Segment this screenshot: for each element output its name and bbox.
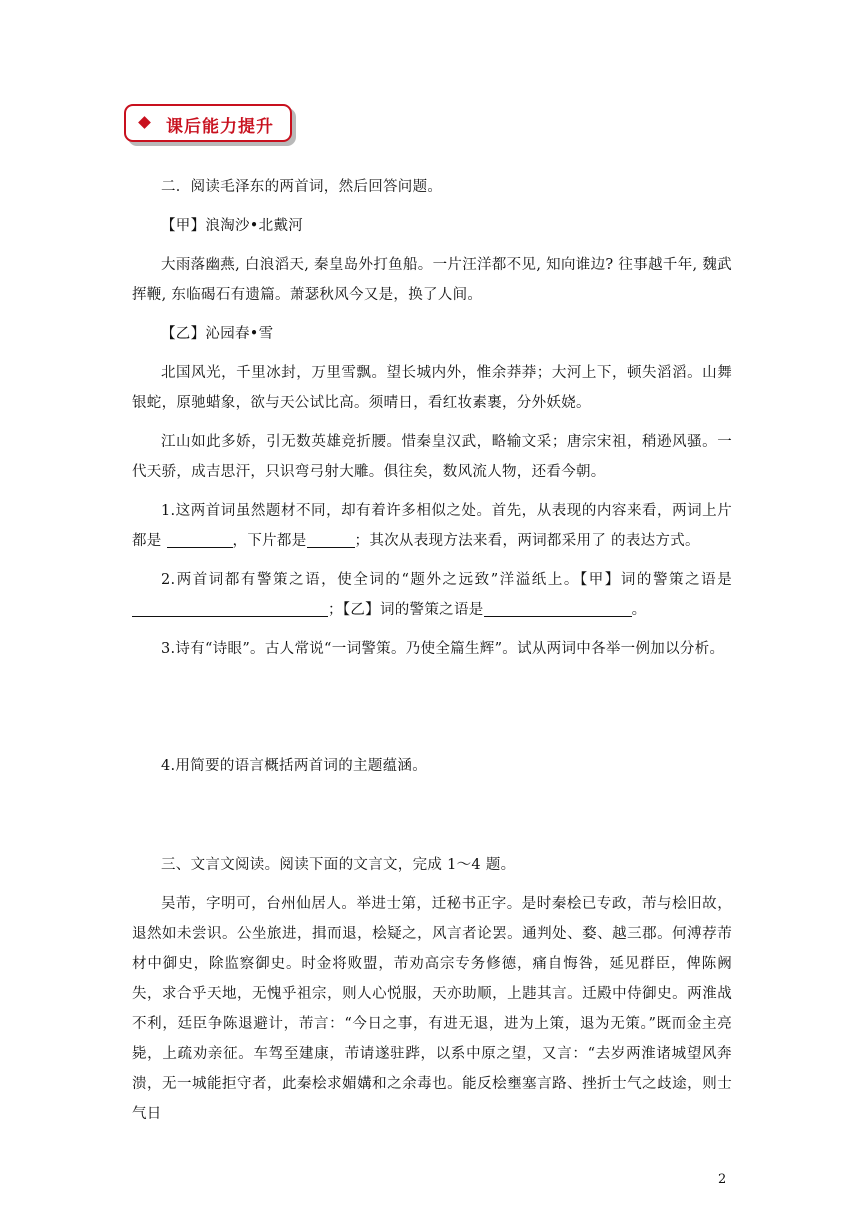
item-1-part-a: 1.这两首词虽然题材不同，却有着许多相似之处。首先，从表现的内容来看，两词上片都是 — [132, 503, 732, 549]
item-4: 4.用简要的语言概括两首词的主题蕴涵。 — [161, 758, 428, 774]
answer-blank — [484, 598, 632, 617]
answer-space — [132, 673, 732, 751]
answer-space — [132, 790, 732, 850]
poem-b-title: 【乙】沁园春•雪 — [161, 326, 274, 342]
item-3: 3.诗有“诗眼”。古人常说“一词警策。乃使全篇生辉”。试从两词中各举一例加以分析。 — [161, 641, 725, 657]
section-header-tab — [124, 104, 292, 142]
item-1-part-c: ；其次从表现方法来看，两词都采用了 的表达方式。 — [354, 533, 700, 549]
answer-blank — [132, 598, 328, 617]
item-1-part-b: ，下片都是 — [232, 533, 307, 549]
item-1 — [132, 496, 732, 556]
item-2-part-b: ；【乙】词的警策之语是 — [328, 602, 484, 618]
answer-blank — [167, 529, 233, 548]
section-title: 课后能力提升 — [166, 117, 274, 137]
page-number: 2 — [718, 1172, 727, 1187]
item-2 — [132, 565, 732, 625]
poem-a-title: 【甲】浪淘沙•北戴河 — [161, 218, 304, 234]
poem-b-text-2: 江山如此多娇，引无数英雄竞折腰。惜秦皇汉武，略输文采；唐宗宋祖，稍逊风骚。一代天骄，成吉思汗，只识弯弓射大雕。俱往矣，数风流人物，还看今朝。 — [132, 434, 732, 480]
item-2-part-a: 2.两首词都有警策之语，使全词的“题外之远致”洋溢纸上。【甲】词的警策之语是 — [161, 572, 732, 588]
question-2-heading: 二．阅读毛泽东的两首词，然后回答问题。 — [161, 179, 443, 195]
question-3-heading: 三、文言文阅读。阅读下面的文言文，完成 1～4 题。 — [161, 857, 516, 873]
diamond-bullet-icon — [138, 116, 151, 129]
classical-passage: 吴芾，字明可，台州仙居人。举进士第，迁秘书正字。是时秦桧已专政，芾与桧旧故，退然如未尝识。公坐旅进，揖而退，桧疑之，风言者论罢。通判处、婺、越三郡。何溥荐芾材中御史，除监察御史。时金将败盟，芾劝高宗专务修德，痛自悔咎，延见群臣，俾陈阙失，求合乎天地，无愧乎祖宗，则人心悦服，天亦助顺，上韪其言。迁殿中侍御史。两淮战不利，廷臣争陈退避计，芾言：“今日之事，有进无退，进为上策，退为无策。”既而金主亮毙，上疏劝亲征。车驾至建康，芾请遂驻跸，以系中原之望，又言：“去岁两淮诸城望风奔溃，无一城能拒守者，此秦桧求媚媾和之余毒也。能反桧壅塞言路、挫折士气之歧途，则士气日 — [132, 896, 732, 1122]
answer-blank — [307, 529, 355, 548]
document-body — [132, 172, 732, 1138]
poem-a-text: 大雨落幽燕, 白浪滔天, 秦皇岛外打鱼船。一片汪洋都不见, 知向谁边? 往事越千年, 魏武挥鞭, 东临碣石有遗篇。萧瑟秋风今又是，换了人间。 — [132, 257, 732, 303]
item-2-part-c: 。 — [631, 602, 647, 618]
poem-b-text-1: 北国风光，千里冰封，万里雪飘。望长城内外，惟余莽莽；大河上下，顿失滔滔。山舞银蛇，原驰蜡象，欲与天公试比高。须晴日，看红妆素裹，分外妖娆。 — [132, 365, 732, 411]
